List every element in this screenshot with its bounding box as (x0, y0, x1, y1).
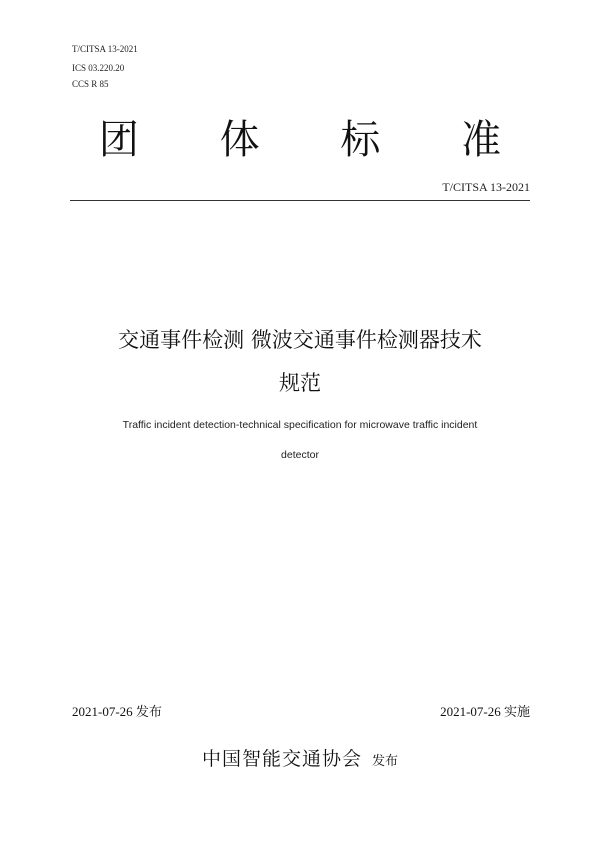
publisher-suffix: 发布 (372, 754, 399, 769)
publisher-line (0, 744, 600, 771)
chinese-title-line-1: 交通事件检测 微波交通事件检测器技术 (118, 328, 482, 352)
ics-code: ICS 03.220.20 (72, 63, 125, 73)
document-type-title: 团 体 标 准 (98, 117, 536, 163)
standard-number: T/CITSA 13-2021 (442, 180, 530, 194)
chinese-title-line-2: 规范 (279, 371, 321, 395)
header-divider (70, 200, 530, 201)
implementation-date: 2021-07-26 实施 (440, 704, 530, 719)
english-title-line-2: detector (281, 449, 319, 461)
publisher-organization: 中国智能交通协会 (201, 748, 362, 770)
publication-date: 2021-07-26 发布 (72, 704, 162, 719)
ccs-code: CCS R 85 (72, 79, 109, 89)
standard-code-header: T/CITSA 13-2021 (72, 44, 138, 54)
english-title-line-1: Traffic incident detection-technical specification for microwave traffic incident (122, 419, 478, 431)
